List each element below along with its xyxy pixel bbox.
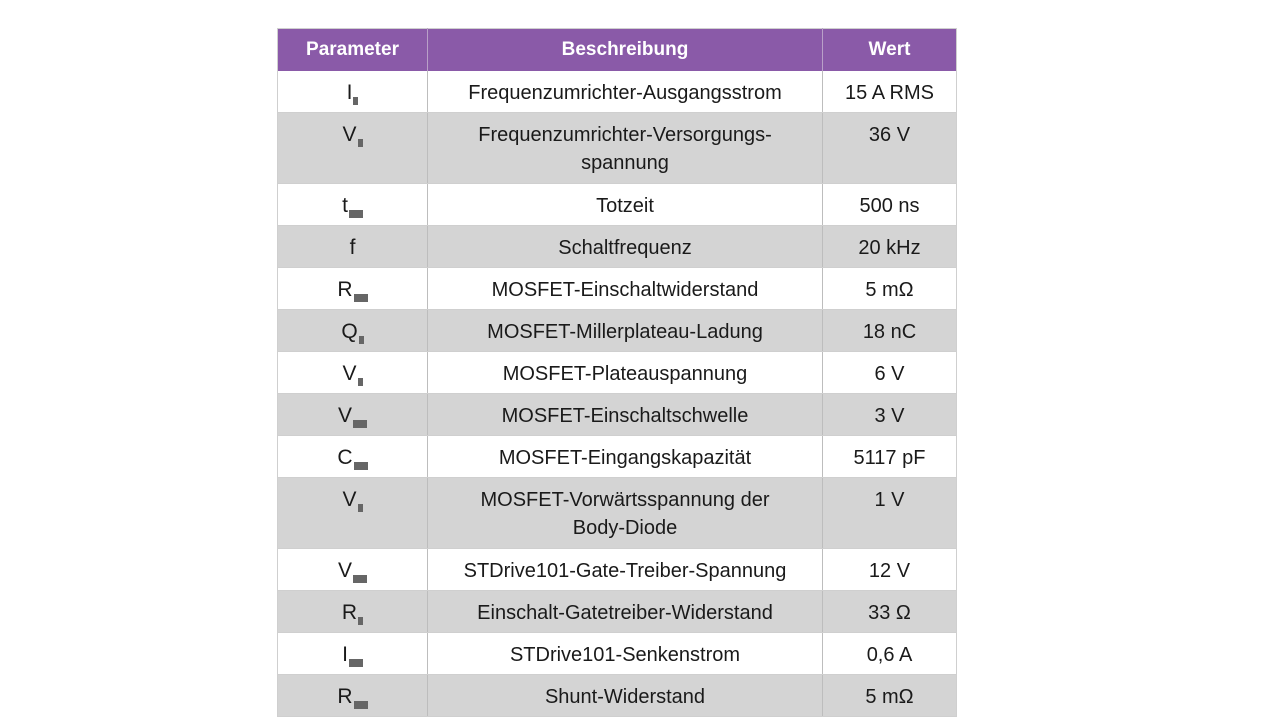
table-row <box>278 113 957 184</box>
description-cell: MOSFET-Millerplateau-Ladung <box>428 310 823 352</box>
table-row <box>278 394 957 436</box>
subscript-mark <box>354 701 368 709</box>
description-cell: MOSFET-Eingangskapazität <box>428 436 823 478</box>
subscript-mark <box>359 336 364 344</box>
param-cell <box>278 591 428 633</box>
value-cell: 0,6 A <box>823 633 957 675</box>
header-beschreibung: Beschreibung <box>428 29 823 72</box>
value-cell: 5 mΩ <box>823 268 957 310</box>
description-cell: Totzeit <box>428 184 823 226</box>
param-cell <box>278 310 428 352</box>
param-cell <box>278 268 428 310</box>
description-cell: STDrive101-Gate-Treiber-Spannung <box>428 549 823 591</box>
subscript-mark <box>354 462 368 470</box>
description-cell: Frequenzumrichter-Versorgungs-spannung <box>428 113 823 184</box>
param-symbol: I <box>346 81 353 104</box>
param-symbol: f <box>349 236 356 259</box>
description-cell: MOSFET-Einschaltschwelle <box>428 394 823 436</box>
param-cell <box>278 633 428 675</box>
parameter-table <box>277 28 957 717</box>
table-row <box>278 352 957 394</box>
param-cell <box>278 71 428 113</box>
subscript-mark <box>353 575 367 583</box>
param-cell <box>278 113 428 184</box>
param-cell <box>278 352 428 394</box>
table-row <box>278 478 957 549</box>
param-symbol: V <box>337 559 352 582</box>
param-symbol: V <box>342 362 357 385</box>
value-cell: 18 nC <box>823 310 957 352</box>
table-row <box>278 675 957 717</box>
subscript-mark <box>354 294 368 302</box>
description-cell: MOSFET-Vorwärtsspannung der Body-Diode <box>428 478 823 549</box>
description-cell: MOSFET-Einschaltwiderstand <box>428 268 823 310</box>
value-cell: 20 kHz <box>823 226 957 268</box>
param-cell <box>278 675 428 717</box>
param-cell <box>278 549 428 591</box>
table-row <box>278 549 957 591</box>
param-cell <box>278 226 428 268</box>
param-symbol: V <box>337 404 352 427</box>
value-cell: 5117 pF <box>823 436 957 478</box>
value-cell: 500 ns <box>823 184 957 226</box>
subscript-mark <box>358 378 363 386</box>
parameter-table-container <box>277 28 956 717</box>
subscript-mark <box>358 617 363 625</box>
param-symbol: I <box>342 643 348 666</box>
subscript-mark <box>358 139 363 147</box>
subscript-mark <box>349 659 363 667</box>
value-cell: 3 V <box>823 394 957 436</box>
subscript-mark <box>353 97 358 105</box>
table-row <box>278 268 957 310</box>
param-symbol: R <box>337 685 353 708</box>
header-parameter: Parameter <box>278 29 428 72</box>
value-cell: 33 Ω <box>823 591 957 633</box>
value-cell: 5 mΩ <box>823 675 957 717</box>
subscript-mark <box>358 504 363 512</box>
header-wert: Wert <box>823 29 957 72</box>
table-row <box>278 591 957 633</box>
param-symbol: V <box>342 123 357 146</box>
description-cell: Einschalt-Gatetreiber-Widerstand <box>428 591 823 633</box>
table-row <box>278 226 957 268</box>
subscript-mark <box>349 210 363 218</box>
table-row <box>278 633 957 675</box>
value-cell: 1 V <box>823 478 957 549</box>
description-cell: STDrive101-Senkenstrom <box>428 633 823 675</box>
table-row <box>278 71 957 113</box>
param-symbol: Q <box>341 320 358 343</box>
value-cell: 15 A RMS <box>823 71 957 113</box>
param-symbol: C <box>337 446 353 469</box>
subscript-mark <box>353 420 367 428</box>
description-cell: MOSFET-Plateauspannung <box>428 352 823 394</box>
table-row <box>278 184 957 226</box>
param-cell <box>278 436 428 478</box>
param-symbol: R <box>337 278 353 301</box>
description-cell: Frequenzumrichter-Ausgangsstrom <box>428 71 823 113</box>
param-symbol: t <box>342 194 348 217</box>
value-cell: 36 V <box>823 113 957 184</box>
table-row <box>278 436 957 478</box>
description-cell: Shunt-Widerstand <box>428 675 823 717</box>
param-cell <box>278 184 428 226</box>
value-cell: 6 V <box>823 352 957 394</box>
param-cell <box>278 478 428 549</box>
table-row <box>278 310 957 352</box>
param-symbol: V <box>342 488 357 511</box>
value-cell: 12 V <box>823 549 957 591</box>
description-cell: Schaltfrequenz <box>428 226 823 268</box>
param-cell <box>278 394 428 436</box>
param-symbol: R <box>341 601 358 624</box>
table-header-row <box>278 29 957 72</box>
